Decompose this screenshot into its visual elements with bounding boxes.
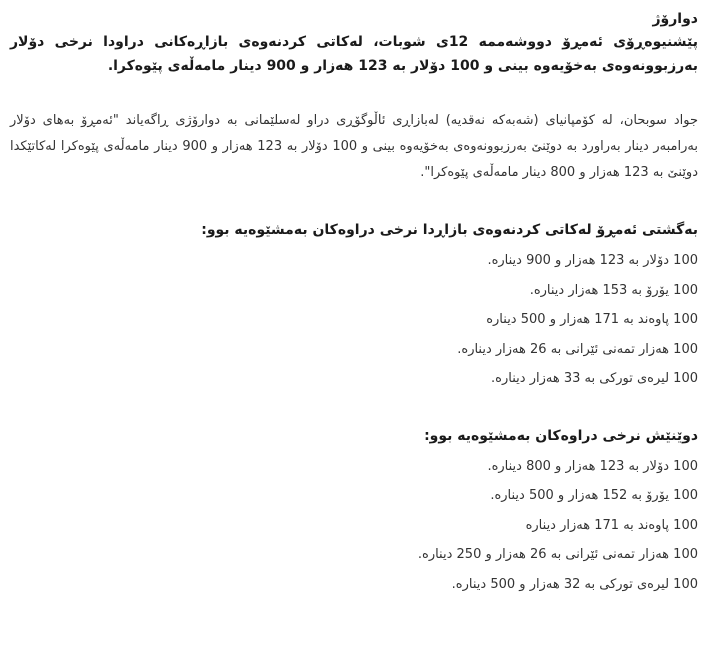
rate-item-gbp: 100 پاوەند بە 171 هەزار دینارە bbox=[525, 517, 698, 533]
article-lead: پێشنیوەڕۆی ئەمڕۆ دووشەممە 12ی شوبات، لەکاتی کردنەوەی بازاڕەکانی دراودا نرخی دۆلار بەرزبوونەوەی بەخۆیەوە بینی و 100 دۆلار بە 123 هەزار و 900 دینار مامەڵەی پێوەکرا. bbox=[10, 34, 698, 74]
yesterday-rates-heading: دوێنێش نرخی دراوەکان بەمشێوەیە بوو: bbox=[424, 427, 698, 444]
rate-item-try: 100 لیرەی تورکی بە 32 هەزار و 500 دینارە. bbox=[451, 576, 698, 592]
rate-item-eur: 100 یۆرۆ بە 152 هەزار و 500 دینارە. bbox=[490, 488, 698, 503]
rate-item-usd: 100 دۆلار بە 123 هەزار و 900 دینارە. bbox=[487, 253, 698, 268]
rate-item-try: 100 لیرەی تورکی بە 33 هەزار دینارە. bbox=[491, 371, 698, 386]
rate-item-eur: 100 یۆرۆ بە 153 هەزار دینارە. bbox=[529, 282, 698, 298]
rate-item-gbp: 100 پاوەند بە 171 هەزار و 500 دینارە bbox=[486, 312, 698, 327]
today-rates-list bbox=[10, 246, 698, 394]
rate-item-irr: 100 هەزار تمەنی ئێرانی بە 26 هەزار دینارە. bbox=[457, 341, 698, 357]
article-body: جواد سوبحان، لە کۆمپانیای (شەبەکە نەقدیە) لەبازاڕی ئاڵوگۆڕی دراو لەسلێمانی بە دوارۆژی ڕاگەیاند "ئەمڕۆ بەهای دۆلار بەرامبەر دینار بەراورد بە دوێنێ بەرزبوونەوەی بەخۆیەوە بینی و 100 دۆلار بە 123 هەزار و 900 دینار مامەڵەی پێوەکرا لەکاتێکدا دوێنێ بە 123 هەزار و 800 دینار مامەڵەی پێوەکرا". bbox=[10, 113, 698, 180]
today-rates-heading: بەگشتی ئەمڕۆ لەکاتی کردنەوەی بازاڕدا نرخی دراوەکان بەمشێوەیە بوو: bbox=[201, 222, 698, 238]
yesterday-rates-list bbox=[10, 452, 698, 600]
article-title: دوارۆژ bbox=[652, 11, 698, 27]
rate-item-irr: 100 هەزار تمەنی ئێرانی بە 26 هەزار و 250 دینارە. bbox=[417, 547, 698, 562]
rate-item-usd: 100 دۆلار بە 123 هەزار و 800 دینارە. bbox=[487, 458, 698, 474]
